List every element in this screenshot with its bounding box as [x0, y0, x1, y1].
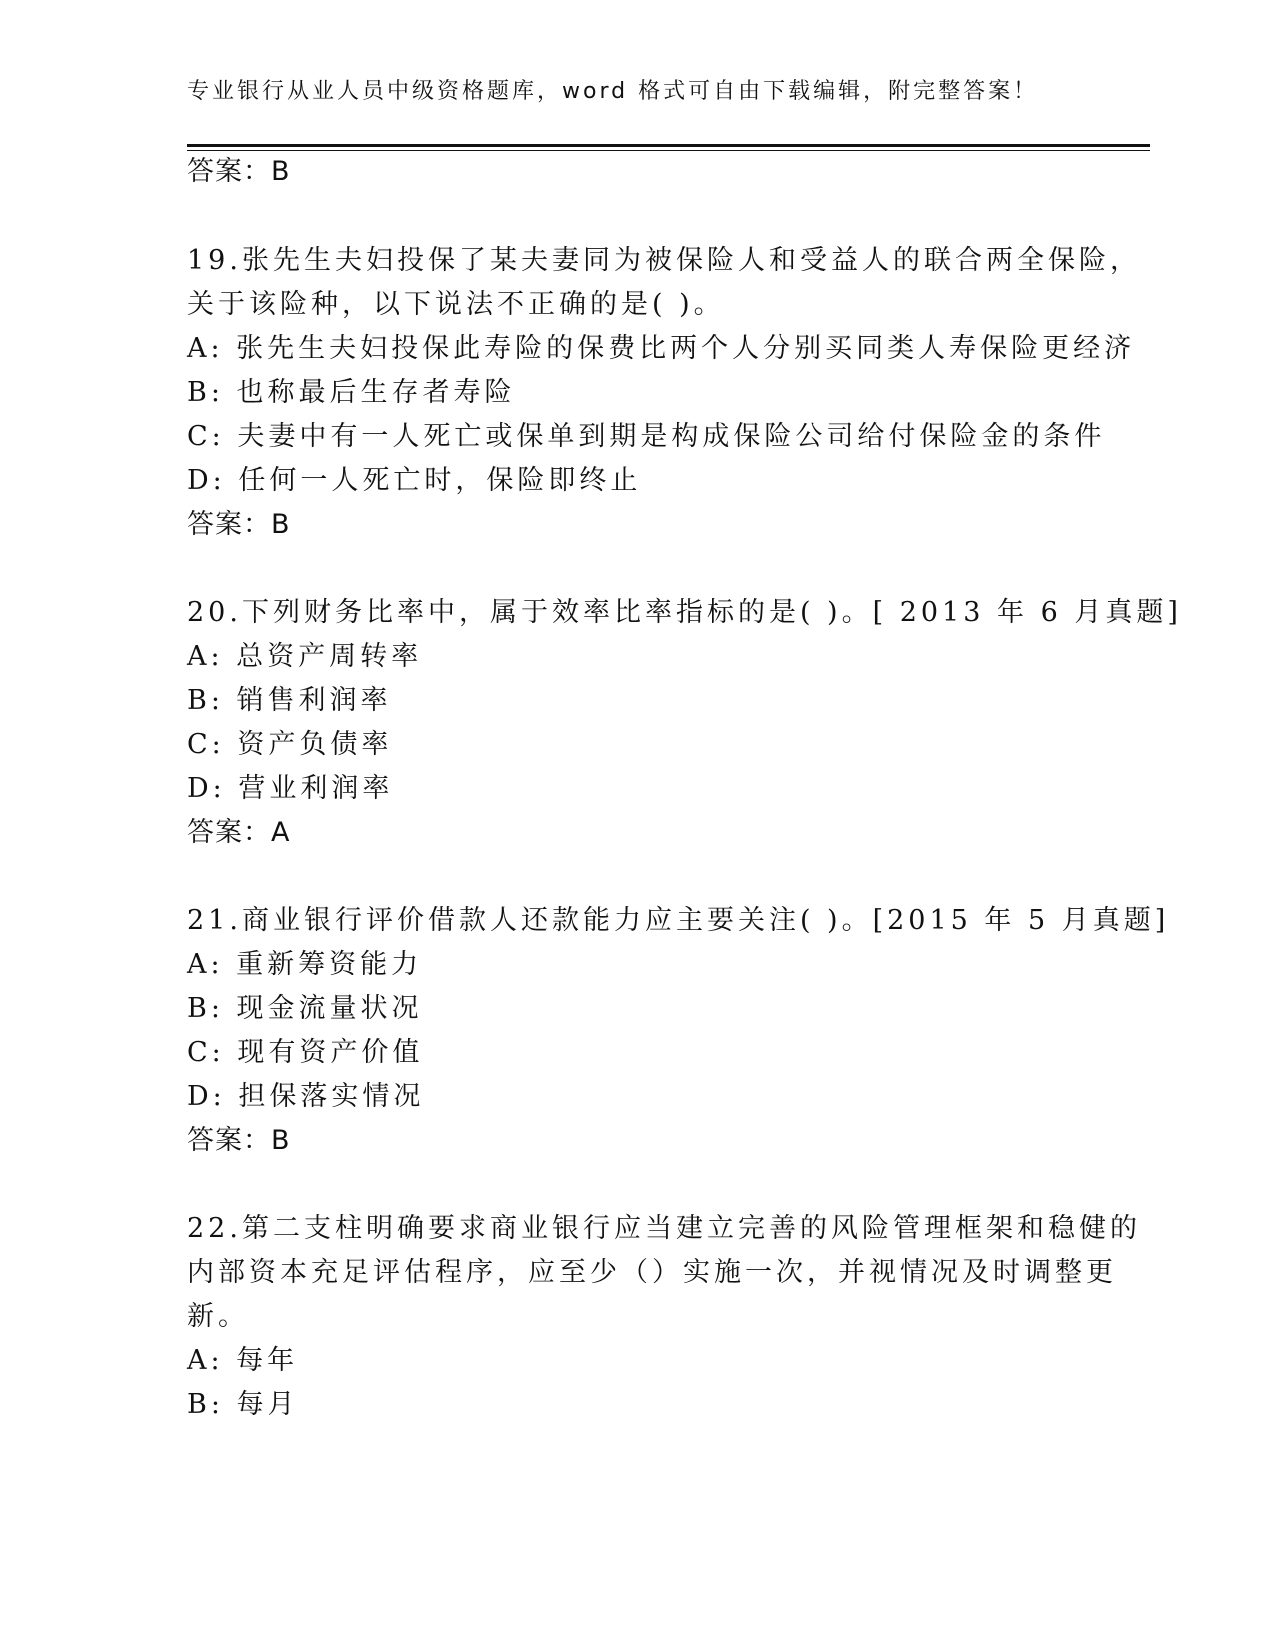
- header-divider-thick: [187, 144, 1150, 147]
- q20-stem-line1: 20.下列财务比率中，属于效率比率指标的是( )。[ 2013 年 6 月真题]: [187, 597, 1182, 628]
- q22-option-a: A: 每年: [187, 1345, 299, 1376]
- q19-option-b: B: 也称最后生存者寿险: [187, 377, 516, 408]
- q21-option-d: D: 担保落实情况: [187, 1081, 425, 1112]
- q21-stem-line1: 21.商业银行评价借款人还款能力应主要关注( )。[2015 年 5 月真题]: [187, 905, 1170, 936]
- q22-stem-line1: 22.第二支柱明确要求商业银行应当建立完善的风险管理框架和稳健的: [187, 1213, 1141, 1244]
- q22-stem-line2: 内部资本充足评估程序，应至少（）实施一次，并视情况及时调整更: [187, 1257, 1117, 1288]
- q21-option-c: C: 现有资产价值: [187, 1037, 424, 1068]
- q19-stem-line2: 关于该险种，以下说法不正确的是( )。: [187, 289, 725, 320]
- q19-stem-line1: 19.张先生夫妇投保了某夫妻同为被保险人和受益人的联合两全保险，: [187, 245, 1141, 276]
- q20-option-d: D: 营业利润率: [187, 773, 394, 804]
- q19-option-d: D: 任何一人死亡时，保险即终止: [187, 465, 642, 496]
- header-divider-thin: [187, 150, 1150, 151]
- q21-option-a: A: 重新筹资能力: [187, 949, 423, 980]
- q20-option-c: C: 资产负债率: [187, 729, 393, 760]
- page-header: 专业银行从业人员中级资格题库，word 格式可自由下载编辑，附完整答案！: [187, 79, 1039, 104]
- q19-option-a: A: 张先生夫妇投保此寿险的保费比两个人分别买同类人寿保险更经济: [187, 333, 1136, 364]
- q19-answer: 答案：B: [187, 509, 291, 540]
- q22-option-b: B: 每月: [187, 1389, 299, 1420]
- q21-option-b: B: 现金流量状况: [187, 993, 423, 1024]
- q21-answer: 答案：B: [187, 1125, 291, 1156]
- q19-option-c: C: 夫妻中有一人死亡或保单到期是构成保险公司给付保险金的条件: [187, 421, 1106, 452]
- q22-stem-line3: 新。: [187, 1301, 249, 1332]
- q20-answer: 答案：A: [187, 817, 291, 848]
- q20-option-b: B: 销售利润率: [187, 685, 392, 716]
- q20-option-a: A: 总资产周转率: [187, 641, 423, 672]
- answer-prev: 答案：B: [187, 156, 291, 187]
